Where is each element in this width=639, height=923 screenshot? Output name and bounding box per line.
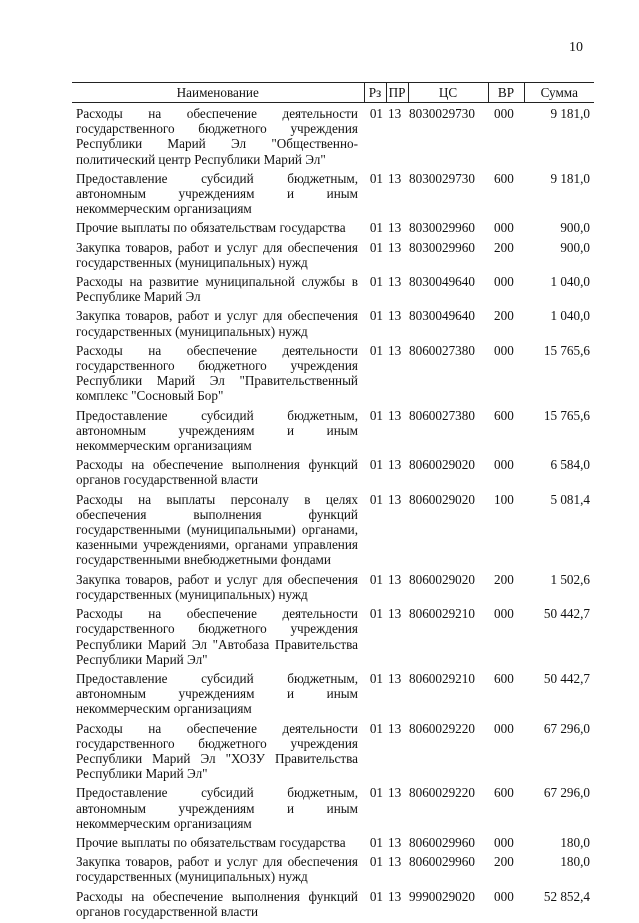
cell-sum: 9 181,0 xyxy=(550,106,590,121)
budget-table xyxy=(72,82,594,923)
cell-vr: 600 xyxy=(494,785,514,801)
cell-pr: 13 xyxy=(388,342,402,358)
cell-rz: 01 xyxy=(369,308,383,324)
header-cs: ЦС xyxy=(408,83,488,103)
cell-rz: 01 xyxy=(369,720,383,736)
cell-pr: 13 xyxy=(388,854,402,870)
table-row xyxy=(72,274,594,308)
cell-vr: 000 xyxy=(494,274,514,290)
cell-sum: 5 081,4 xyxy=(550,491,590,507)
cell-pr: 13 xyxy=(388,308,402,324)
cell-name: Предоставление субсидий бюджетным, автономным учреждениям и иным некоммерческим организациям xyxy=(76,785,358,831)
cell-sum: 180,0 xyxy=(560,834,590,850)
cell-name: Закупка товаров, работ и услуг для обеспечения государственных (муниципальных) нужд xyxy=(76,571,358,602)
page-number: 10 xyxy=(569,40,583,55)
cell-pr: 13 xyxy=(388,457,402,473)
cell-cs: 8060029210 xyxy=(409,606,475,622)
cell-pr: 13 xyxy=(388,407,402,423)
cell-name: Расходы на обеспечение выполнения функций органов государственной власти xyxy=(76,888,358,919)
cell-vr: 000 xyxy=(494,342,514,358)
table-row xyxy=(72,240,594,274)
cell-rz: 01 xyxy=(369,170,383,186)
cell-sum: 180,0 xyxy=(560,854,590,870)
cell-vr: 200 xyxy=(494,239,514,255)
cell-sum: 1 040,0 xyxy=(550,308,590,324)
cell-vr: 200 xyxy=(494,571,514,587)
cell-name: Расходы на развитие муниципальной службы в Республике Марий Эл xyxy=(76,274,358,305)
cell-name: Предоставление субсидий бюджетным, автономным учреждениям и иным некоммерческим организациям xyxy=(76,170,358,217)
cell-cs: 8060029210 xyxy=(409,670,475,686)
table-row xyxy=(72,171,594,221)
cell-vr: 000 xyxy=(494,106,514,121)
cell-vr: 000 xyxy=(494,834,514,850)
header-name: Наименование xyxy=(72,83,364,103)
table-row xyxy=(72,103,594,171)
cell-name: Предоставление субсидий бюджетным, автономным учреждениям и иным некоммерческим организациям xyxy=(76,407,358,454)
cell-pr: 13 xyxy=(388,888,402,904)
cell-vr: 000 xyxy=(494,720,514,736)
table-header xyxy=(72,83,594,103)
cell-rz: 01 xyxy=(369,457,383,473)
cell-pr: 13 xyxy=(388,220,402,236)
table-row xyxy=(72,457,594,491)
cell-sum: 1 040,0 xyxy=(550,274,590,290)
table-row xyxy=(72,308,594,342)
cell-pr: 13 xyxy=(388,571,402,587)
header-rz: Рз xyxy=(364,83,386,103)
cell-name: Закупка товаров, работ и услуг для обеспечения государственных (муниципальных) нужд xyxy=(76,239,358,270)
cell-vr: 200 xyxy=(494,308,514,324)
cell-pr: 13 xyxy=(388,491,402,507)
cell-vr: 000 xyxy=(494,457,514,473)
cell-rz: 01 xyxy=(369,785,383,801)
cell-cs: 8060029220 xyxy=(409,785,475,801)
cell-cs: 8060029960 xyxy=(409,834,475,850)
cell-pr: 13 xyxy=(388,785,402,801)
table-row xyxy=(72,606,594,671)
table-row xyxy=(72,220,594,239)
cell-pr: 13 xyxy=(388,720,402,736)
cell-sum: 15 765,6 xyxy=(543,342,590,358)
cell-cs: 8030029960 xyxy=(409,239,475,255)
cell-vr: 000 xyxy=(494,220,514,236)
table-row xyxy=(72,835,594,854)
cell-name: Закупка товаров, работ и услуг для обеспечения государственных (муниципальных) нужд xyxy=(76,854,358,885)
cell-sum: 900,0 xyxy=(560,220,590,236)
table-row xyxy=(72,785,594,835)
cell-rz: 01 xyxy=(369,670,383,686)
cell-sum: 52 852,4 xyxy=(543,888,590,904)
cell-vr: 600 xyxy=(494,407,514,423)
cell-cs: 8060027380 xyxy=(409,342,475,358)
cell-cs: 8030029730 xyxy=(409,106,475,121)
cell-pr: 13 xyxy=(388,606,402,622)
header-pr: ПР xyxy=(386,83,408,103)
cell-pr: 13 xyxy=(388,274,402,290)
cell-cs: 8060029020 xyxy=(409,491,475,507)
cell-rz: 01 xyxy=(369,239,383,255)
cell-name: Предоставление субсидий бюджетным, автономным учреждениям и иным некоммерческим организациям xyxy=(76,670,358,717)
cell-sum: 15 765,6 xyxy=(543,407,590,423)
cell-rz: 01 xyxy=(369,220,383,236)
cell-name: Закупка товаров, работ и услуг для обеспечения государственных (муниципальных) нужд xyxy=(76,308,358,339)
cell-sum: 9 181,0 xyxy=(550,170,590,186)
cell-cs: 8060029020 xyxy=(409,571,475,587)
cell-cs: 8060029220 xyxy=(409,720,475,736)
table-row xyxy=(72,408,594,458)
cell-sum: 6 584,0 xyxy=(550,457,590,473)
cell-cs: 8030029960 xyxy=(409,220,475,236)
cell-pr: 13 xyxy=(388,670,402,686)
table-row xyxy=(72,343,594,408)
cell-cs: 8030049640 xyxy=(409,308,475,324)
cell-sum: 50 442,7 xyxy=(543,670,590,686)
cell-vr: 000 xyxy=(494,888,514,904)
cell-rz: 01 xyxy=(369,491,383,507)
table-row xyxy=(72,721,594,786)
header-row xyxy=(72,83,594,103)
cell-name: Прочие выплаты по обязательствам государства xyxy=(76,834,346,850)
cell-sum: 67 296,0 xyxy=(543,720,590,736)
cell-vr: 200 xyxy=(494,854,514,870)
table-row xyxy=(72,572,594,606)
cell-name: Расходы на обеспечение деятельности государственного бюджетного учреждения Республики Марий Эл "Общественно-политический центр Республики Марий Эл" xyxy=(76,106,358,167)
table-body xyxy=(72,103,594,923)
cell-cs: 9990029020 xyxy=(409,888,475,904)
header-vr: ВР xyxy=(488,83,524,103)
cell-vr: 100 xyxy=(494,491,514,507)
table-row xyxy=(72,854,594,888)
cell-rz: 01 xyxy=(369,888,383,904)
cell-name: Расходы на обеспечение выполнения функций органов государственной власти xyxy=(76,457,358,488)
header-sum: Сумма xyxy=(524,83,594,103)
cell-rz: 01 xyxy=(369,106,383,121)
cell-rz: 01 xyxy=(369,274,383,290)
cell-name: Прочие выплаты по обязательствам государства xyxy=(76,220,346,236)
cell-sum: 900,0 xyxy=(560,239,590,255)
cell-vr: 600 xyxy=(494,170,514,186)
cell-cs: 8030049640 xyxy=(409,274,475,290)
cell-name: Расходы на обеспечение деятельности государственного бюджетного учреждения Республики Марий Эл "Правительственный комплекс "Сосновый Бор" xyxy=(76,342,358,404)
cell-pr: 13 xyxy=(388,239,402,255)
cell-name: Расходы на обеспечение деятельности государственного бюджетного учреждения Республики Марий Эл "ХОЗУ Правительства Республики Марий Эл" xyxy=(76,720,358,782)
cell-cs: 8060029960 xyxy=(409,854,475,870)
table-row xyxy=(72,671,594,721)
cell-pr: 13 xyxy=(388,170,402,186)
cell-sum: 50 442,7 xyxy=(543,606,590,622)
cell-cs: 8030029730 xyxy=(409,170,475,186)
cell-sum: 67 296,0 xyxy=(543,785,590,801)
cell-pr: 13 xyxy=(388,834,402,850)
cell-rz: 01 xyxy=(369,606,383,622)
cell-rz: 01 xyxy=(369,854,383,870)
cell-rz: 01 xyxy=(369,342,383,358)
table-row xyxy=(72,889,594,923)
cell-name: Расходы на выплаты персоналу в целях обеспечения выполнения функций государственными (муниципальными) органами, казенными учреждениями, органами управления государственными внебюджетными фондами xyxy=(76,491,358,568)
cell-sum: 1 502,6 xyxy=(550,571,590,587)
cell-rz: 01 xyxy=(369,834,383,850)
cell-vr: 000 xyxy=(494,606,514,622)
cell-rz: 01 xyxy=(369,407,383,423)
cell-vr: 600 xyxy=(494,670,514,686)
cell-cs: 8060027380 xyxy=(409,407,475,423)
cell-name: Расходы на обеспечение деятельности государственного бюджетного учреждения Республики Марий Эл "Автобаза Правительства Республики Марий Эл" xyxy=(76,606,358,667)
cell-pr: 13 xyxy=(388,106,402,121)
cell-rz: 01 xyxy=(369,571,383,587)
budget-table-container xyxy=(72,82,594,923)
table-row xyxy=(72,492,594,572)
cell-cs: 8060029020 xyxy=(409,457,475,473)
